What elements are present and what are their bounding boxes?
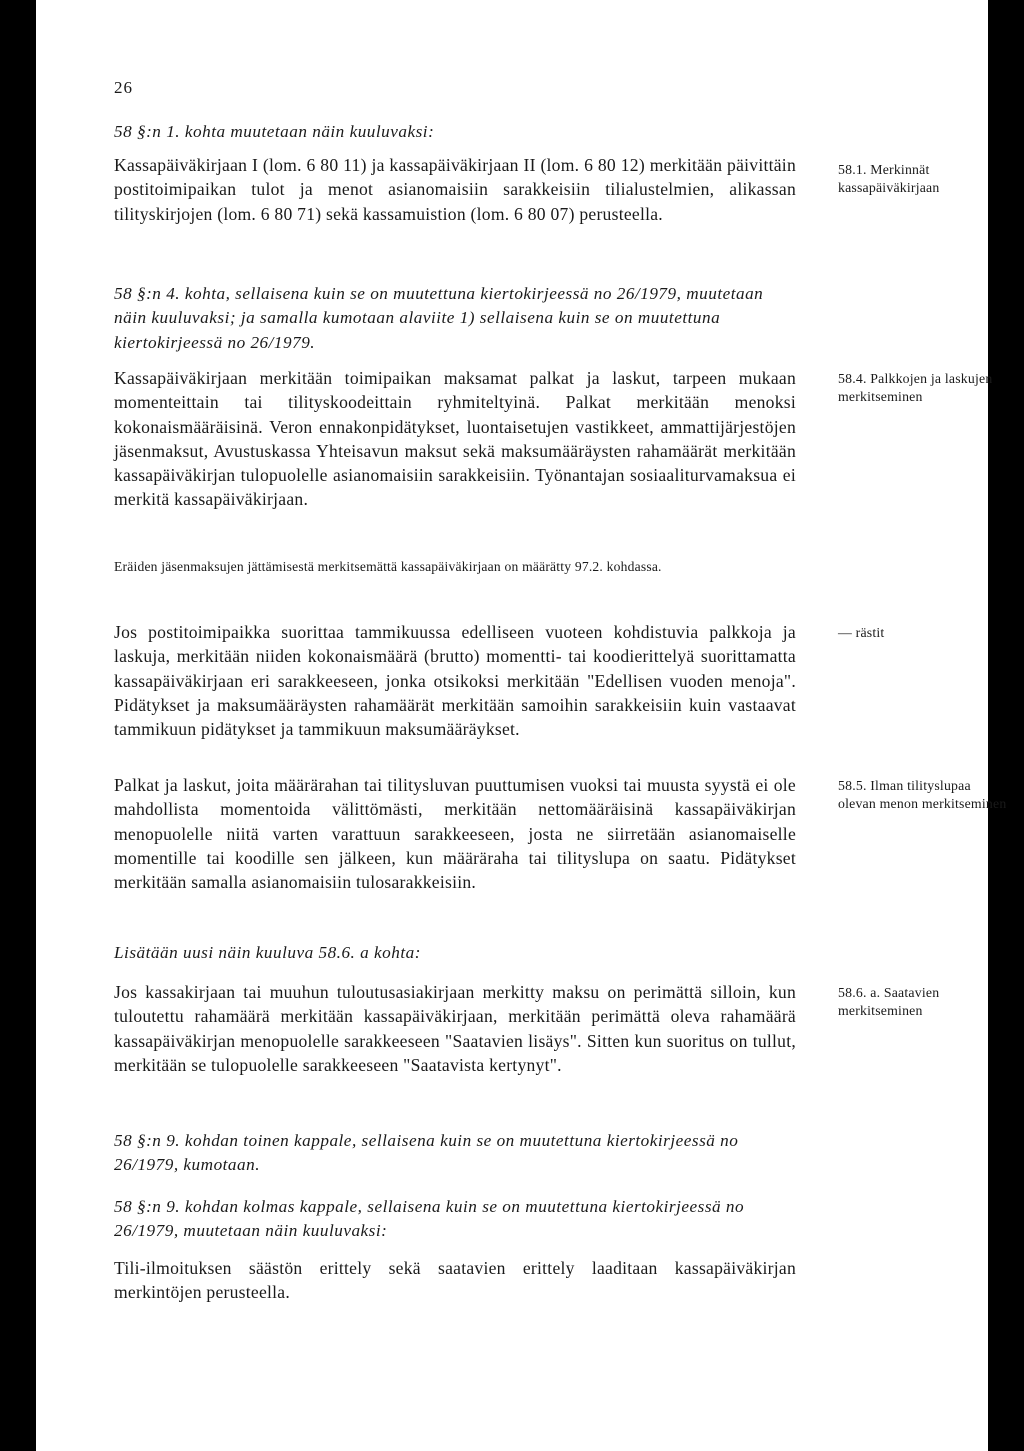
paragraph-58-1: Kassapäiväkirjaan I (lom. 6 80 11) ja kassapäiväkirjaan II (lom. 6 80 12) merkitään päivittäin postitoimipaikan tulot ja menot asianomaisiin sarakkeisiin tilialustelmien, alikassan tilityskirjojen (lom. 6 80 71) sekä kassamuistion (lom. 6 80 07) perusteella. <box>114 155 796 224</box>
paragraph-rastit: Jos postitoimipaikka suorittaa tammikuussa edelliseen vuoteen kohdistuvia palkkoja ja laskuja, merkitään niiden kokonaismäärä (brutto) momentti- tai koodierittelyä suorittamatta kassapäiväkirjaan eri sarakkeeseen, jonka otsikoksi merkitään "Edellisen vuoden menoja". Pidätykset ja maksumääräysten rahamäärät merkitään samoihin sarakkeisiin kuin vastaavat tammikuun pidätykset ja tammikuun maksumääräykset. <box>114 622 796 740</box>
paragraph-58-5: Palkat ja laskut, joita määrärahan tai tilitysluvan puuttumisen vuoksi tai muusta syystä ei ole mahdollista momentoida välittömästi, merkitään nettomääräisinä kassapäiväkirjan menopuolelle niitä varten varattuun sarakkeeseen, josta ne siirretään asianomaiselle momentille tai koodille sen jälkeen, kun määräraha tai tilityslupa on saatu. Pidätykset merkitään samalla asianomaisiin tulosarakkeisiin. <box>114 775 796 893</box>
margin-note-58-1: 58.1. Merkinnät kassapäiväkirjaan <box>838 162 940 195</box>
margin-note-58-4: 58.4. Palkkojen ja laskujen merkitseminen <box>838 371 993 404</box>
paragraph-58-9: Tili-ilmoituksen säästön erittely sekä saatavien erittely laaditaan kassapäiväkirjan merkintöjen perusteella. <box>114 1258 796 1303</box>
page-number: 26 <box>114 78 133 97</box>
section-heading-58-9a: 58 §:n 9. kohdan toinen kappale, sellaisena kuin se on muutettuna kiertokirjeessä no 26/1979, kumotaan. <box>114 1131 739 1175</box>
paragraph-58-4: Kassapäiväkirjaan merkitään toimipaikan maksamat palkat ja laskut, tarpeen mukaan momenteittain tai tilityskoodeittain ryhmiteltyinä. Palkat merkitään menoksi kokonaismääräisinä. Veron ennakonpidätykset, luontaisetujen vastikkeet, ammattijärjestöjen jäsenmaksut, Avustuskassa Yhteisavun maksut sekä maksumääräysten rahamäärät merkitään kassapäiväkirjan tulopuolelle asianomaisiin sarakkeisiin. Työnantajan sosiaaliturvamaksua ei merkitä kassapäiväkirjaan. <box>114 368 796 510</box>
section-heading-58-9b: 58 §:n 9. kohdan kolmas kappale, sellaisena kuin se on muutettuna kiertokirjeessä no 26/1979, muutetaan näin kuuluvaksi: <box>114 1197 745 1241</box>
note-97-2: Eräiden jäsenmaksujen jättämisestä merkitsemättä kassapäiväkirjaan on määrätty 97.2. kohdassa. <box>114 559 662 574</box>
section-heading-58-6: Lisätään uusi näin kuuluva 58.6. a kohta: <box>114 943 421 962</box>
margin-note-58-5: 58.5. Ilman tilityslupaa olevan menon merkitseminen <box>838 778 1007 811</box>
margin-note-rastit: — rästit <box>838 625 885 640</box>
section-heading-58-4: 58 §:n 4. kohta, sellaisena kuin se on muutettuna kiertokirjeessä no 26/1979, muutetaan näin kuuluvaksi; ja samalla kumotaan alaviite 1) sellaisena kuin se on muutettuna kiertokirjeessä no 26/1979. <box>114 284 764 352</box>
section-heading-58-1: 58 §:n 1. kohta muutetaan näin kuuluvaksi: <box>114 122 435 141</box>
document-page <box>36 0 1007 1451</box>
margin-note-58-6: 58.6. a. Saatavien merkitseminen <box>838 985 940 1018</box>
paragraph-58-6: Jos kassakirjaan tai muuhun tuloutusasiakirjaan merkitty maksu on perimättä silloin, kun tuloutettu rahamäärä merkitään kassapäiväkirjaan, merkitään perimättä oleva rahamäärä kassapäiväkirjan menopuolelle sarakkeeseen "Saatavien lisäys". Sitten kun suoritus on tullut, merkitään se tulopuolelle sarakkeeseen "Saatavista kertynyt". <box>114 982 796 1075</box>
